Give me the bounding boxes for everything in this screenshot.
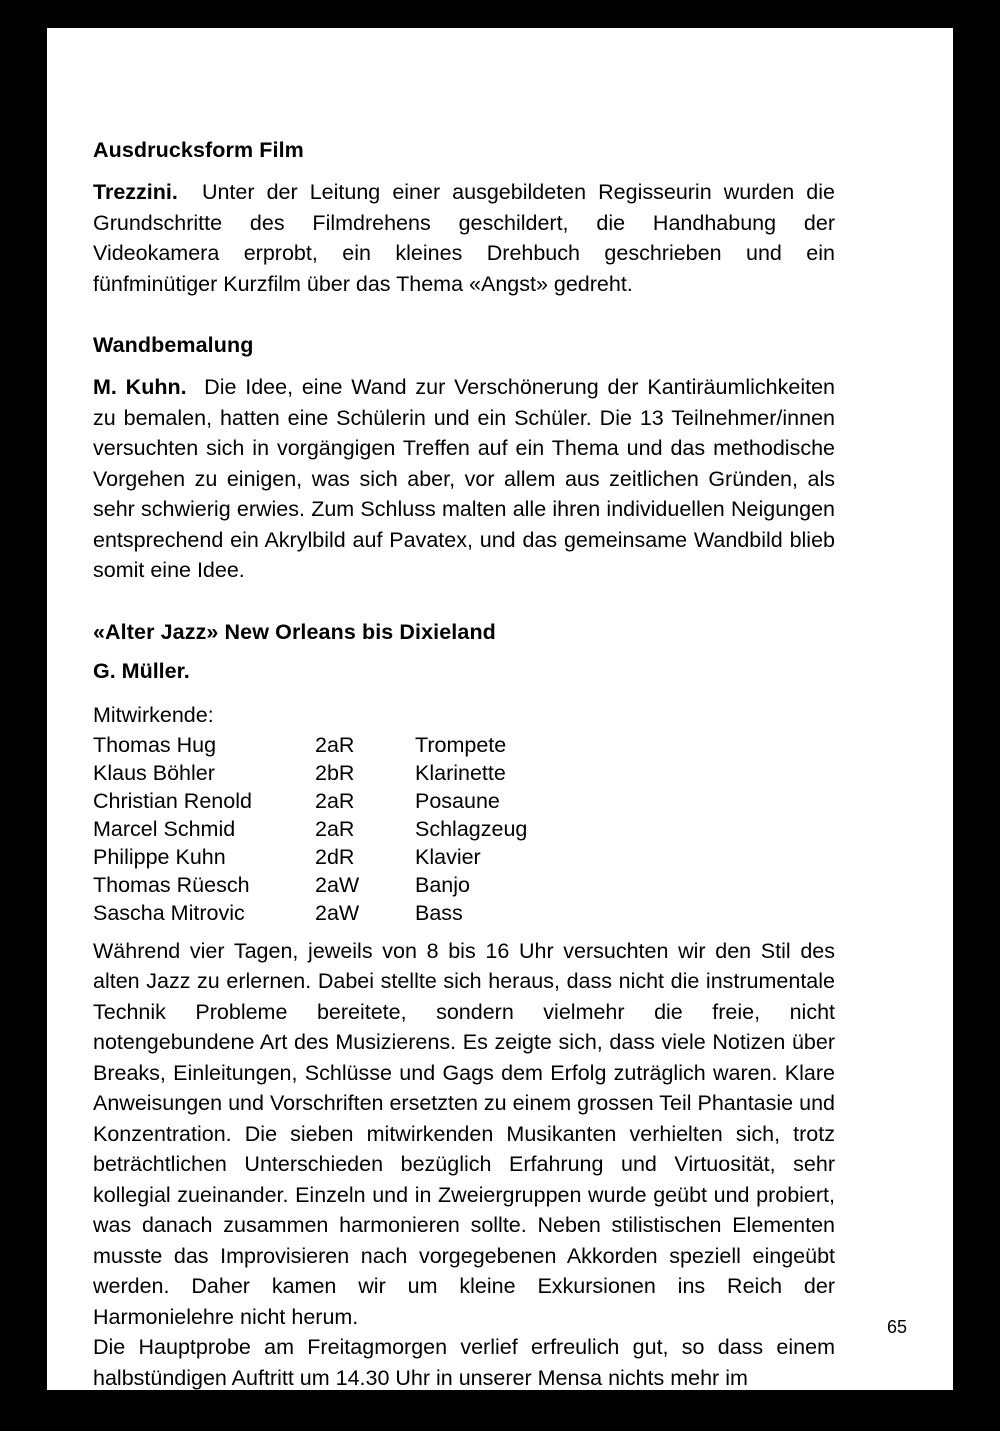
table-row xyxy=(93,732,675,760)
participant-class: 2dR xyxy=(315,844,355,869)
section-lead-film: Trezzini. xyxy=(93,180,178,204)
table-row xyxy=(93,872,675,900)
participant-instrument: Schlagzeug xyxy=(415,816,528,841)
section-lead-wandbemalung: M. Kuhn. xyxy=(93,375,187,399)
table-row xyxy=(93,760,675,788)
participant-class: 2aW xyxy=(315,900,360,925)
participant-class: 2aW xyxy=(315,872,360,897)
spacer-2 xyxy=(93,586,835,620)
table-row xyxy=(93,788,675,816)
jazz-paragraph-1: Während vier Tagen, jeweils von 8 bis 16 Uhr versuchten wir den Stil des alten Jazz zu erlernen. Dabei stellte sich heraus, dass nicht die instrumentale Technik Probleme bereitete, sondern vielmehr die freie, nicht notengebundene Art des Musizierens. Es zeigte sich, dass viele Notizen über Breaks, Einleitungen, Schlüsse und Gags dem Erfolg zuträglich waren. Klare Anweisungen und Vorschriften ersetzten zu einem grossen Teil Phantasie und Konzentration. Die sieben mitwirkenden Musikanten verhielten sich, trotz beträchtlichen Unterschieden bezüglich Erfahrung und Virtuosität, sehr kollegial zueinander. Einzeln und in Zweiergruppen wurde geübt und probiert, was danach zusammen harmonieren sollte. Neben stilistischen Elementen musste das Improvisieren nach vorgegebenen Akkorden speziell eingeübt werden. Daher kamen wir um kleine Exkursionen ins Reich der Harmonielehre nicht herum. xyxy=(93,938,835,1329)
participant-name: Klaus Böhler xyxy=(93,760,215,785)
jazz-paragraph-2: Die Hauptprobe am Freitagmorgen verlief erfreulich gut, so dass einem halbstündigen Auftritt um 14.30 Uhr in unserer Mensa nichts mehr im xyxy=(93,1335,835,1390)
table-row xyxy=(93,900,675,928)
participant-name: Thomas Hug xyxy=(93,732,217,757)
participants-table xyxy=(93,732,675,928)
section-text-film: Unter der Leitung einer ausgebildeten Regisseurin wurden die Grundschritte des Filmdrehens geschildert, die Handhabung der Videokamera erprobt, ein kleines Drehbuch geschrieben und ein fünfminütiger Kurzfilm über das Thema «Angst» gedreht. xyxy=(93,180,835,296)
participant-instrument: Bass xyxy=(415,900,463,925)
participant-instrument: Posaune xyxy=(415,788,500,813)
participant-class: 2bR xyxy=(315,760,355,785)
page-sheet xyxy=(47,28,953,1390)
participant-name: Thomas Rüesch xyxy=(93,872,250,897)
participant-name: Philippe Kuhn xyxy=(93,844,226,869)
participant-class: 2aR xyxy=(315,732,355,757)
participant-instrument: Klavier xyxy=(415,844,481,869)
section-text-wandbemalung: Die Idee, eine Wand zur Verschönerung der Kantiräumlichkeiten zu bemalen, hatten eine Schülerin und ein Schüler. Die 13 Teilnehmer/innen versuchten sich in vorgängigen Treffen auf ein Thema und das methodische Vorgehen zu einigen, was sich aber, vor allem aus zeitlichen Gründen, als sehr schwierig erwies. Zum Schluss malten alle ihren individuellen Neigungen entsprechend ein Akrylbild auf Pavatex, und das gemeinsame Wandbild blieb somit eine Idee. xyxy=(93,375,835,582)
section-paragraph-film xyxy=(93,177,835,299)
page-content xyxy=(93,138,835,1393)
section-paragraph-wandbemalung xyxy=(93,372,835,586)
participant-name: Sascha Mitrovic xyxy=(93,900,245,925)
jazz-body xyxy=(93,936,835,1394)
section-heading-jazz: «Alter Jazz» New Orleans bis Dixieland xyxy=(93,619,496,644)
participants-label: Mitwirkende: xyxy=(93,702,214,727)
page-number: 65 xyxy=(886,1317,907,1337)
table-row xyxy=(93,844,675,872)
table-row xyxy=(93,816,675,844)
participant-instrument: Banjo xyxy=(415,872,470,897)
participant-instrument: Klarinette xyxy=(415,760,506,785)
spacer-1 xyxy=(93,299,835,333)
section-heading-wandbemalung: Wandbemalung xyxy=(93,333,254,357)
section-heading-film: Ausdrucksform Film xyxy=(93,138,304,162)
participant-class: 2aR xyxy=(315,816,355,841)
participant-class: 2aR xyxy=(315,788,355,813)
section-lead-jazz: G. Müller. xyxy=(93,658,190,683)
participant-name: Marcel Schmid xyxy=(93,816,236,841)
participant-instrument: Trompete xyxy=(415,732,507,757)
participant-name: Christian Renold xyxy=(93,788,252,813)
